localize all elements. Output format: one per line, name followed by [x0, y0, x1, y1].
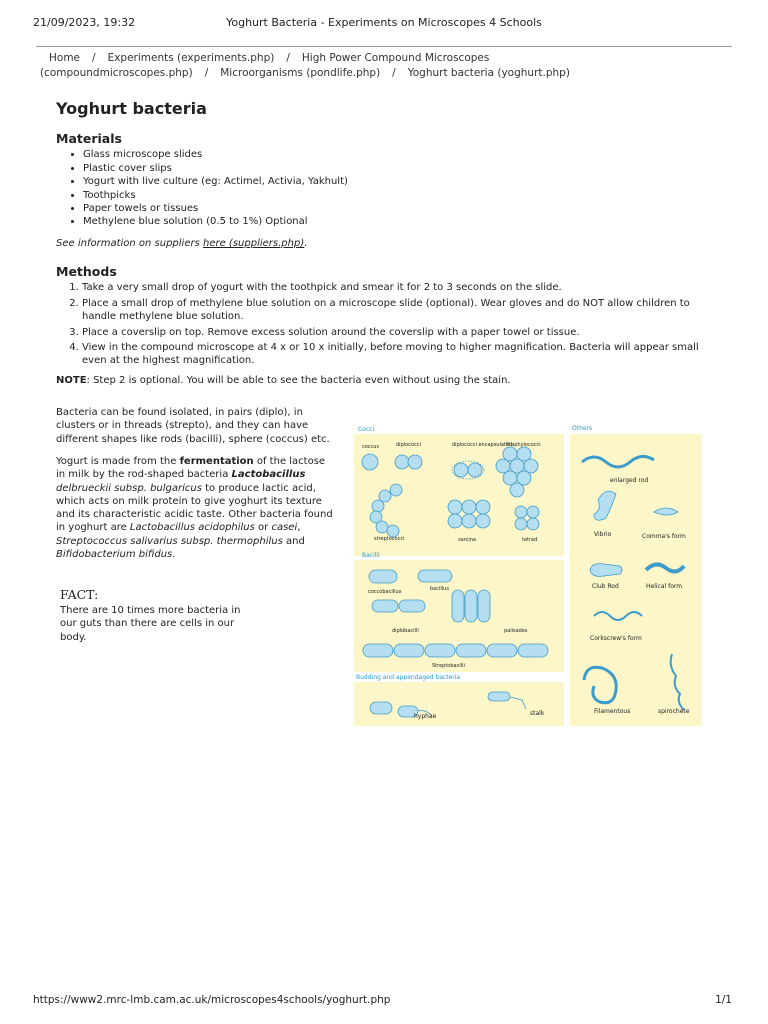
methods-list [56, 281, 726, 367]
streptococcus-cell [390, 484, 402, 496]
breadcrumb-microscopes[interactable]: High Power Compound Microscopes (compoundmicroscopes.php) [40, 52, 490, 79]
label-corkscrews-form: Corkscrew's form [590, 635, 642, 642]
breadcrumb-separator: / [392, 67, 396, 79]
label-diplobacilli: diplobacilli [392, 628, 419, 634]
staphylococcus-cell [517, 471, 531, 485]
diplobacillus-cell [372, 600, 398, 612]
sarcina-cell [462, 500, 476, 514]
label-helical-form: Helical form [646, 583, 683, 590]
streptobacillus-cell [363, 644, 393, 657]
sarcina-cell [476, 500, 490, 514]
print-url: https://www2.mrc-lmb.cam.ac.uk/microscopes4schools/yoghurt.php [33, 994, 391, 1006]
breadcrumb-microorganisms[interactable]: Microorganisms (pondlife.php) [220, 67, 381, 79]
label-hyphae: hyphae [414, 713, 437, 720]
label-streptobacilli: Streptobacilli [432, 663, 465, 669]
others-title: Others [572, 425, 593, 432]
label-coccobacillus: coccobacillus [368, 589, 402, 595]
suppliers-suffix: . [304, 237, 308, 249]
text-run: Yogurt is made from the [56, 456, 180, 467]
breadcrumb [40, 51, 730, 81]
coccobacillus-cell [369, 570, 397, 583]
text-run: , [297, 522, 301, 534]
text-run-italic: Streptococcus salivarius subsp. thermophilus [56, 535, 283, 547]
streptobacillus-cell [518, 644, 548, 657]
label-enlarged-rod: enlarged rod [610, 477, 649, 484]
label-club-rod: Club Rod [592, 583, 619, 590]
staphylococcus-cell [503, 447, 517, 461]
suppliers-note [56, 237, 348, 250]
tetrad-cell [515, 506, 527, 518]
tetrad-cell [527, 506, 539, 518]
materials-section [56, 132, 348, 250]
list-item: • Methylene blue solution (0.5 to 1%) Optional [83, 215, 348, 228]
method-step: 1. Take a very small drop of yogurt with the toothpick and smear it for 2 to 3 seconds on the slide. [82, 281, 726, 294]
method-step: 2. Place a small drop of methylene blue solution on a microscope slide (optional). Wear gloves and do NOT allow children to handle methylene blue solution. [82, 297, 726, 324]
method-step: 3. Place a coverslip on top. Remove excess solution around the coverslip with a paper towel or tissue. [82, 326, 726, 339]
methods-heading: Methods [56, 264, 117, 279]
label-bacillus: bacillus [430, 586, 449, 592]
page-title: Yoghurt bacteria [56, 99, 207, 118]
text-run: of the lactose in milk by the rod-shaped bacteria [56, 456, 326, 481]
breadcrumb-current[interactable]: Yoghurt bacteria (yoghurt.php) [407, 67, 570, 79]
text-run: to produce lactic acid, which acts on milk protein to give yoghurt its texture and its characteristic acidic taste. Other bacteria found in yoghurt are [56, 482, 333, 534]
fact-text: There are 10 times more bacteria in our guts than there are cells in our body. [60, 605, 241, 643]
streptobacillus-cell [456, 644, 486, 657]
budding-cell [370, 702, 392, 714]
sarcina-cell [462, 514, 476, 528]
label-sarcina: sarcina [458, 537, 476, 543]
text-run-italic: delbrueckii subsp. bulgaricus [56, 482, 202, 494]
bacilli-title: Bacilli [362, 552, 380, 559]
text-run-italic: Lactobacillus acidophilus [129, 522, 255, 534]
label-diplococci: diplococci [396, 442, 421, 448]
streptococcus-cell [372, 500, 384, 512]
label-vibrio: Vibrio [594, 531, 612, 538]
label-coccus: coccus [362, 444, 380, 450]
tetrad-cell [515, 518, 527, 530]
bacteria-shapes-figure [354, 420, 734, 736]
methods-section [56, 265, 726, 387]
staphylococcus-cell [510, 459, 524, 473]
text-run-bold: fermentation [179, 456, 254, 467]
label-diplococci-encapsulated: diplococci encapsulated [452, 442, 513, 448]
label-palisades: palisades [504, 628, 528, 634]
yogurt-paragraph [56, 455, 336, 561]
coccus-cell [362, 454, 378, 470]
text-run: or [254, 522, 272, 534]
fact-box [60, 587, 260, 644]
streptobacillus-cell [425, 644, 455, 657]
breadcrumb-separator: / [92, 52, 96, 64]
sarcina-cell [448, 514, 462, 528]
text-run: . [172, 549, 176, 561]
sarcina-cell [448, 500, 462, 514]
label-streptococci: streptococci [374, 536, 405, 542]
streptobacillus-cell [487, 644, 517, 657]
breadcrumb-separator: / [286, 52, 290, 64]
palisade-cell [465, 590, 477, 622]
header-divider [36, 46, 732, 47]
staphylococcus-cell [510, 483, 524, 497]
text-run-bold-italic: Lactobacillus [231, 469, 306, 481]
shapes-paragraph: Bacteria can be found isolated, in pairs (diplo), in clusters or in threads (strepto), and they can have different shapes like rods (bacilli), sphere (coccus) etc. [56, 407, 330, 445]
club-rod-cell [590, 564, 622, 577]
label-commas-form: Comma's form [642, 533, 686, 540]
text-run: and [282, 535, 305, 547]
budding-title: Budding and appendaged bacteria [356, 674, 461, 681]
suppliers-prefix: See information on suppliers [56, 237, 203, 249]
stalked-cell [488, 692, 510, 701]
materials-heading: Materials [56, 131, 122, 146]
diplococcus-cell [468, 463, 482, 477]
text-run-italic: Bifidobacterium bifidus [56, 549, 173, 561]
label-spirochete: spirochete [658, 708, 690, 715]
print-page-number: 1/1 [715, 994, 732, 1006]
palisade-cell [478, 590, 490, 622]
bacillus-cell [418, 570, 452, 582]
diplobacillus-cell [399, 600, 425, 612]
note-text: : Step 2 is optional. You will be able to see the bacteria even without using the stain. [86, 374, 511, 386]
palisade-cell [452, 590, 464, 622]
list-item: • Toothpicks [83, 189, 348, 202]
sarcina-cell [476, 514, 490, 528]
list-item: • Glass microscope slides [83, 148, 348, 161]
methods-note [56, 374, 726, 387]
list-item: • Plastic cover slips [83, 162, 348, 175]
label-stalk: stalk [530, 710, 545, 717]
list-item: • Yogurt with live culture (eg: Actimel, Activia, Yakhult) [83, 175, 348, 188]
label-staphylococci: Staphylococci [506, 442, 541, 448]
print-datetime: 21/09/2023, 19:32 [33, 16, 136, 29]
tetrad-cell [527, 518, 539, 530]
text-run-italic: casei [271, 522, 298, 534]
breadcrumb-home[interactable]: Home [49, 52, 81, 64]
streptobacillus-cell [394, 644, 424, 657]
diplococcus-cell [395, 455, 409, 469]
staphylococcus-cell [496, 459, 510, 473]
streptococcus-cell [379, 490, 391, 502]
cocci-title: Cocci [358, 426, 375, 433]
list-item: • Paper towels or tissues [83, 202, 348, 215]
note-label: NOTE [56, 374, 87, 386]
staphylococcus-cell [524, 459, 538, 473]
label-filamentous: Filamentous [594, 708, 631, 715]
breadcrumb-experiments[interactable]: Experiments (experiments.php) [107, 52, 275, 64]
staphylococcus-cell [517, 447, 531, 461]
staphylococcus-cell [503, 471, 517, 485]
streptococcus-cell [376, 521, 388, 533]
fact-heading: FACT: [60, 587, 99, 602]
materials-list [56, 148, 348, 228]
method-step: 4. View in the compound microscope at 4 x or 10 x initially, before moving to higher magnification. Bacteria will appear small even at the highest magnification. [82, 341, 726, 368]
diplococcus-cell [408, 455, 422, 469]
label-tetrad: tetrad [522, 537, 538, 543]
diplococcus-cell [454, 463, 468, 477]
bacteria-shapes-diagram [354, 420, 734, 736]
print-title: Yoghurt Bacteria - Experiments on Microscopes 4 Schools [226, 16, 542, 29]
breadcrumb-separator: / [204, 67, 209, 79]
suppliers-link[interactable]: here (suppliers.php) [203, 237, 305, 249]
